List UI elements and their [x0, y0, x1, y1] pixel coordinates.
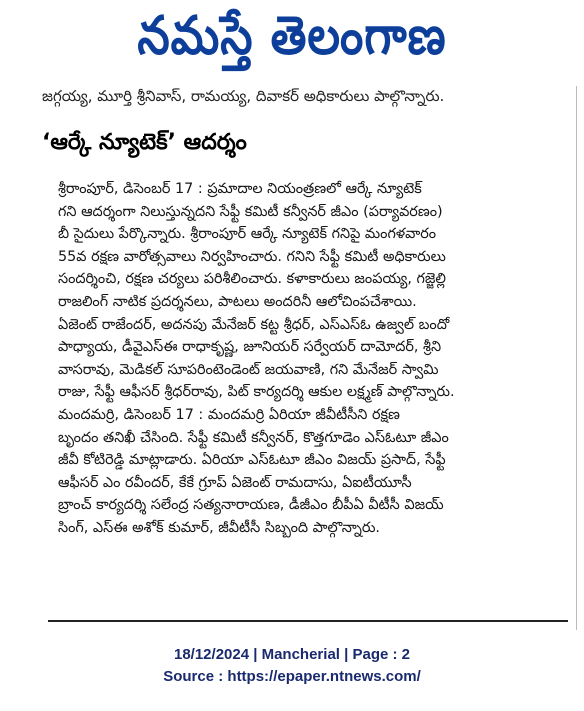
article-line: శ్రీరాంపూర్, డిసెంబర్ 17 : ప్రమాదాల నియంత్రణలో ఆర్కే న్యూటెక్	[58, 181, 422, 197]
article-line: గని ఆదర్శంగా నిలుస్తున్నదని సేఫ్టీ కమిటీ కన్వీనర్ జీఎం (పర్యావరణం)	[58, 203, 443, 220]
masthead-title: నమస్తే తెలంగాణ	[137, 4, 447, 67]
article-line: ఏజెంట్ రాజేందర్, అదనపు మేనేజర్ కట్ట శ్రీధర్, ఎస్ఎస్ఓ ఉజ్వల్ బందో	[58, 316, 450, 333]
article-headline: ‘ఆర్కే న్యూటెక్’ ఆదర్శం	[42, 130, 247, 155]
cut-off-previous-article	[42, 86, 562, 108]
article-line: బ్రాంచ్ కార్యదర్శి సలేంద్ర సత్యనారాయణ, డీజీఎం బీపీఏ వీటీసీ విజయ్	[58, 497, 444, 514]
article-line: జీవీ కోటిరెడ్డి మాట్లాడారు. ఏరియా ఎస్ఓటూ జీఎం విజయ్ ప్రసాద్, సేఫ్టీ	[58, 452, 446, 469]
article-line: రాజలింగ్ నాటిక ప్రదర్శనలు, పాటలు అందరినీ ఆలోచింపచేశాయి.	[58, 293, 417, 310]
article-body	[58, 178, 562, 540]
article-line: పాధ్యాయ, డీవైఎస్ఈ రాధాకృష్ణ, జూనియర్ సర్వేయర్ దామోదర్, శ్రీని	[58, 339, 442, 356]
masthead-logo	[0, 0, 584, 84]
article-line: వాసరావు, మెడికల్ సూపరింటెండెంట్ జయవాణి, గని మేనేజర్ స్వామి	[58, 361, 439, 378]
article-line: సందర్శించి, రక్షణ చర్యలు పరిశీలించారు. కళాకారులు జంపయ్య, గజ్జెల్లి	[58, 271, 446, 288]
article-line: ఆఫీసర్ ఎం రవీందర్, కేకే గ్రూప్ ఏజెంట్ రామదాసు, ఏఐటీయూసీ	[58, 474, 412, 491]
footer-dateline: 18/12/2024 | Mancherial | Page : 2	[173, 646, 411, 663]
footer-source: Source : https://epaper.ntnews.com/	[163, 668, 421, 685]
article-line: మందమర్రి, డిసెంబర్ 17 : మందమర్రి ఏరియా జీవీటీసీని రక్షణ	[58, 406, 400, 423]
article-line: బృందం తనిఖీ చేసింది. సేఫ్టీ కమిటీ కన్వీనర్, కొత్తగూడెం ఎస్ఓటూ జీఎం	[58, 429, 449, 446]
article-line: బీ సైదులు పేర్కొన్నారు. శ్రీరాంపూర్ ఆర్కే న్యూటెక్ గనిపై మంగళవారం	[58, 226, 437, 243]
article-line: రాజు, సేఫ్టీ ఆఫీసర్ శ్రీధర్‌రావు, పిట్ కార్యదర్శి ఆకుల లక్ష్మణ్ పాల్గొన్నారు.	[58, 384, 455, 401]
cut-top-text: జగ్గయ్య, మూర్తి శ్రీనివాస్, రామయ్య, దివాకర్ అధికారులు పాల్గొన్నారు.	[42, 87, 445, 105]
clipping-footer	[0, 644, 584, 688]
article-line: 55వ రక్షణ వారోత్సవాలు నిర్వహించారు. గనిని సేఫ్టీ కమిటీ అధికారులు	[58, 248, 446, 265]
newspaper-clipping	[36, 86, 577, 630]
cut-off-next-article	[48, 620, 568, 630]
article-line: సింగ్, ఎస్ఈ అశోక్ కుమార్, జీవీటీసీ సిబ్బంది పాల్గొన్నారు.	[58, 519, 381, 536]
